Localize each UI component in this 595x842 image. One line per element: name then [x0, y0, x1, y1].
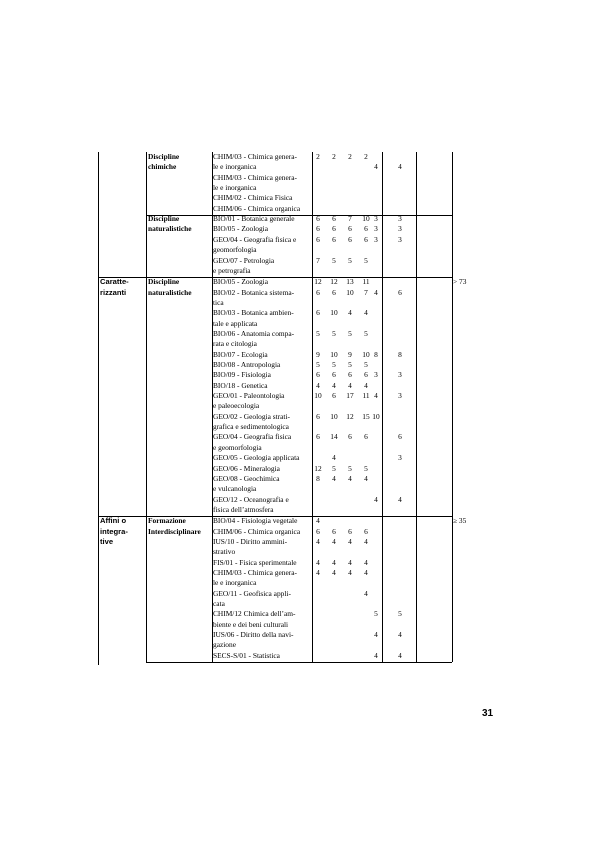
cfu-value: 4 [316, 536, 320, 546]
cfu-value: 6 [316, 411, 320, 421]
cfu-value: 14 [330, 432, 338, 442]
cfu-value: 6 [332, 214, 336, 224]
disciplina-text: BIO/05 - Zoologia [213, 277, 269, 287]
settore-label: chimiche [148, 162, 177, 172]
cfu-value: 4 [374, 162, 378, 172]
page-number: 31 [482, 708, 494, 719]
disciplina-text: IUS/06 - Diritto della navi- [213, 630, 294, 640]
cfu-value: 4 [374, 287, 378, 297]
disciplina-text: GEO/04 - Geografia fisica e [213, 234, 297, 244]
disciplina-text: BIO/02 - Botanica sistema- [213, 287, 295, 297]
disciplina-text: CHIM/03 - Chimica genera- [213, 568, 297, 577]
cfu-value: 4 [332, 473, 336, 483]
cfu-value: 3 [398, 370, 402, 380]
disciplina-text: SECS-S/01 - Statistica [213, 650, 280, 660]
cfu-value: 6 [332, 526, 336, 536]
cfu-value: 4 [364, 536, 368, 546]
cfu-value: 6 [332, 224, 336, 234]
cfu-value: 6 [398, 432, 402, 442]
cfu-value: 9 [316, 349, 320, 359]
row-divider [146, 662, 452, 663]
cfu-value: 7 [316, 255, 320, 265]
disciplina-text: rata e citologia [213, 339, 257, 349]
col-border [98, 152, 99, 665]
cfu-value: 6 [348, 526, 352, 536]
disciplina-text: tale e applicata [213, 318, 258, 328]
cfu-value: 6 [316, 308, 320, 318]
disciplina-text: FIS/01 - Fisica sperimentale [213, 557, 297, 567]
cfu-value: 4 [374, 391, 378, 401]
disciplina-text: BIO/01 - Botanica generale [213, 214, 295, 224]
disciplina-text: BIO/05 - Zoologia [213, 224, 269, 234]
disciplina-text: GEO/04 - Geografia fisica [213, 432, 292, 442]
ambito-total: > 73 [453, 277, 467, 287]
cfu-value: 11 [362, 391, 370, 401]
cfu-value: 5 [374, 609, 378, 619]
ambito-label: Affini o [100, 516, 127, 526]
disciplina-text: IUS/10 - Diritto ammini- [213, 536, 288, 546]
cfu-value: 12 [314, 277, 322, 287]
disciplina-text: CHIM/03 - Chimica genera- [213, 172, 297, 182]
cfu-value: 5 [398, 609, 402, 619]
cfu-value: 8 [374, 349, 378, 359]
cfu-value: 2 [348, 152, 352, 161]
cfu-value: 3 [374, 370, 378, 380]
cfu-value: 6 [364, 234, 368, 244]
ambito-label: rizzanti [100, 287, 127, 297]
disciplina-text: BIO/18 - Genetica [213, 380, 268, 390]
cfu-value: 13 [346, 277, 354, 287]
cfu-value: 6 [316, 526, 320, 536]
cfu-value: 10 [314, 391, 322, 401]
disciplina-text: BIO/04 - Fisiologia vegetale [213, 516, 298, 526]
ambito-total: ≥ 35 [453, 516, 467, 526]
cfu-value: 6 [332, 391, 336, 401]
disciplina-text: CHIM/12 Chimica dell’am- [213, 609, 296, 619]
cfu-value: 4 [316, 516, 320, 526]
cfu-value: 4 [398, 650, 402, 660]
cfu-value: 12 [330, 277, 338, 287]
disciplina-text: e vulcanologia [213, 484, 257, 494]
disciplina-text: GEO/01 - Paleontologia [213, 391, 285, 401]
cfu-value: 7 [348, 214, 352, 224]
cfu-value: 2 [316, 152, 320, 161]
cfu-value: 10 [372, 411, 380, 421]
disciplina-text: grafica e sedimentologica [213, 422, 289, 432]
settore-label: Interdisciplinare [148, 526, 201, 536]
cfu-value: 4 [364, 568, 368, 577]
cfu-value: 2 [364, 152, 368, 161]
settore-label: Discipline [148, 277, 180, 287]
cfu-value: 4 [364, 380, 368, 390]
cfu-value: 6 [316, 234, 320, 244]
cfu-value: 5 [332, 463, 336, 473]
disciplina-text: CHIM/06 - Chimica organica [213, 203, 301, 213]
cfu-value: 10 [330, 349, 338, 359]
cfu-value: 4 [348, 308, 352, 318]
cfu-value: 10 [362, 349, 370, 359]
cfu-value: 4 [348, 568, 352, 577]
settore-label: Discipline [148, 152, 180, 161]
cfu-value: 8 [398, 349, 402, 359]
cfu-value: 6 [348, 370, 352, 380]
cfu-value: 6 [316, 432, 320, 442]
settore-label: naturalistiche [148, 287, 192, 297]
disciplina-text: CHIM/02 - Chimica Fisica [213, 193, 293, 203]
cfu-value: 4 [348, 557, 352, 567]
disciplina-text: CHIM/06 - Chimica organica [213, 526, 301, 536]
disciplina-text: biente e dei beni culturali [213, 619, 289, 629]
cfu-value: 4 [398, 630, 402, 640]
cfu-value: 5 [364, 463, 368, 473]
cfu-value: 5 [348, 255, 352, 265]
cfu-value: 5 [316, 360, 320, 369]
cfu-value: 12 [346, 411, 354, 421]
disciplina-text: GEO/05 - Geologia applicata [213, 453, 300, 463]
disciplina-text: e geomorfologia [213, 442, 262, 452]
disciplina-text: le e inorganica [213, 578, 257, 588]
cfu-value: 6 [316, 370, 320, 380]
cfu-value: 5 [332, 360, 336, 369]
disciplina-text: BIO/08 - Antropologia [213, 360, 281, 369]
disciplina-text: le e inorganica [213, 183, 257, 193]
cfu-value: 4 [374, 650, 378, 660]
cfu-value: 4 [316, 557, 320, 567]
cfu-value: 6 [332, 287, 336, 297]
disciplina-text: gazione [213, 640, 236, 650]
cfu-value: 5 [348, 360, 352, 369]
disciplina-text: strativo [213, 547, 236, 557]
disciplina-text: GEO/11 - Geofisica appli- [213, 588, 291, 598]
cfu-value: 4 [332, 380, 336, 390]
cfu-value: 10 [330, 308, 338, 318]
disciplina-text: e paleoecologia [213, 401, 260, 411]
settore-label: Formazione [148, 516, 186, 526]
col-border [312, 152, 313, 662]
cfu-value: 6 [364, 526, 368, 536]
disciplina-text: e petrografia [213, 265, 251, 275]
cfu-value: 4 [348, 536, 352, 546]
cfu-value: 9 [348, 349, 352, 359]
cfu-value: 4 [332, 453, 336, 463]
cfu-value: 5 [364, 255, 368, 265]
col-border [146, 152, 147, 662]
disciplina-text: GEO/02 - Geologia strati- [213, 411, 290, 421]
settore-label: naturalistiche [148, 224, 192, 234]
disciplina-text: tica [213, 297, 224, 307]
cfu-value: 3 [374, 224, 378, 234]
cfu-value: 3 [398, 234, 402, 244]
cfu-value: 8 [316, 473, 320, 483]
col-border [416, 152, 417, 662]
cfu-value: 6 [364, 432, 368, 442]
cfu-value: 6 [316, 224, 320, 234]
cfu-value: 6 [332, 234, 336, 244]
col-border [382, 152, 383, 662]
cfu-value: 17 [346, 391, 354, 401]
cfu-value: 4 [398, 494, 402, 504]
cfu-value: 4 [374, 630, 378, 640]
cfu-value: 5 [316, 328, 320, 338]
ambito-label: integra- [100, 526, 128, 536]
cfu-value: 10 [362, 214, 370, 224]
cfu-value: 3 [398, 214, 402, 224]
credits-table [98, 152, 467, 665]
cfu-value: 3 [374, 214, 378, 224]
cfu-value: 11 [362, 277, 370, 287]
cfu-value: 6 [316, 214, 320, 224]
cfu-value: 4 [332, 557, 336, 567]
disciplina-text: GEO/12 - Oceanografia e [213, 494, 289, 504]
col-border [212, 152, 213, 662]
disciplina-text: le e inorganica [213, 162, 257, 172]
cfu-value: 5 [332, 328, 336, 338]
disciplina-text: cata [213, 599, 225, 609]
disciplina-text: GEO/08 - Geochimica [213, 473, 280, 483]
cfu-value: 4 [364, 308, 368, 318]
cfu-value: 6 [348, 224, 352, 234]
cfu-value: 3 [374, 234, 378, 244]
disciplina-text: GEO/06 - Mineralogia [213, 463, 280, 473]
cfu-value: 5 [348, 463, 352, 473]
disciplina-text: geomorfologia [213, 245, 257, 255]
cfu-value: 6 [332, 370, 336, 380]
disciplina-text: GEO/07 - Petrologia [213, 255, 275, 265]
disciplina-text: BIO/03 - Botanica ambien- [213, 308, 294, 318]
cfu-value: 4 [374, 494, 378, 504]
cfu-value: 4 [332, 568, 336, 577]
cfu-value: 10 [346, 287, 354, 297]
cfu-value: 3 [398, 391, 402, 401]
cfu-value: 6 [364, 370, 368, 380]
col-border [452, 152, 453, 662]
cfu-value: 4 [316, 568, 320, 577]
cfu-value: 3 [398, 224, 402, 234]
cfu-value: 4 [398, 162, 402, 172]
disciplina-text: BIO/06 - Anatomia compa- [213, 328, 295, 338]
ambito-label: Caratte- [100, 277, 129, 287]
cfu-value: 15 [362, 411, 370, 421]
cfu-value: 4 [364, 588, 368, 598]
cfu-value: 10 [330, 411, 338, 421]
cfu-value: 4 [332, 536, 336, 546]
ambito-label: tive [100, 536, 114, 546]
cfu-value: 6 [364, 224, 368, 234]
cfu-value: 5 [332, 255, 336, 265]
settore-label: Discipline [148, 214, 180, 224]
cfu-value: 4 [364, 473, 368, 483]
cfu-value: 6 [398, 287, 402, 297]
cfu-value: 6 [348, 432, 352, 442]
cfu-value: 4 [316, 380, 320, 390]
cfu-value: 2 [332, 152, 336, 161]
cfu-value: 4 [348, 473, 352, 483]
disciplina-text: BIO/07 - Ecologia [213, 349, 268, 359]
cfu-value: 4 [348, 380, 352, 390]
cfu-value: 4 [364, 557, 368, 567]
cfu-value: 5 [364, 360, 368, 369]
disciplina-text: BIO/09 - Fisiologia [213, 370, 271, 380]
disciplina-text: fisica dell’atmosfera [213, 504, 274, 514]
cfu-value: 6 [348, 234, 352, 244]
cfu-value: 3 [398, 453, 402, 463]
cfu-value: 5 [348, 328, 352, 338]
cfu-value: 12 [314, 463, 322, 473]
cfu-value: 5 [364, 328, 368, 338]
cfu-value: 7 [364, 287, 368, 297]
disciplina-text: CHIM/03 - Chimica genera- [213, 152, 297, 161]
cfu-value: 6 [316, 287, 320, 297]
